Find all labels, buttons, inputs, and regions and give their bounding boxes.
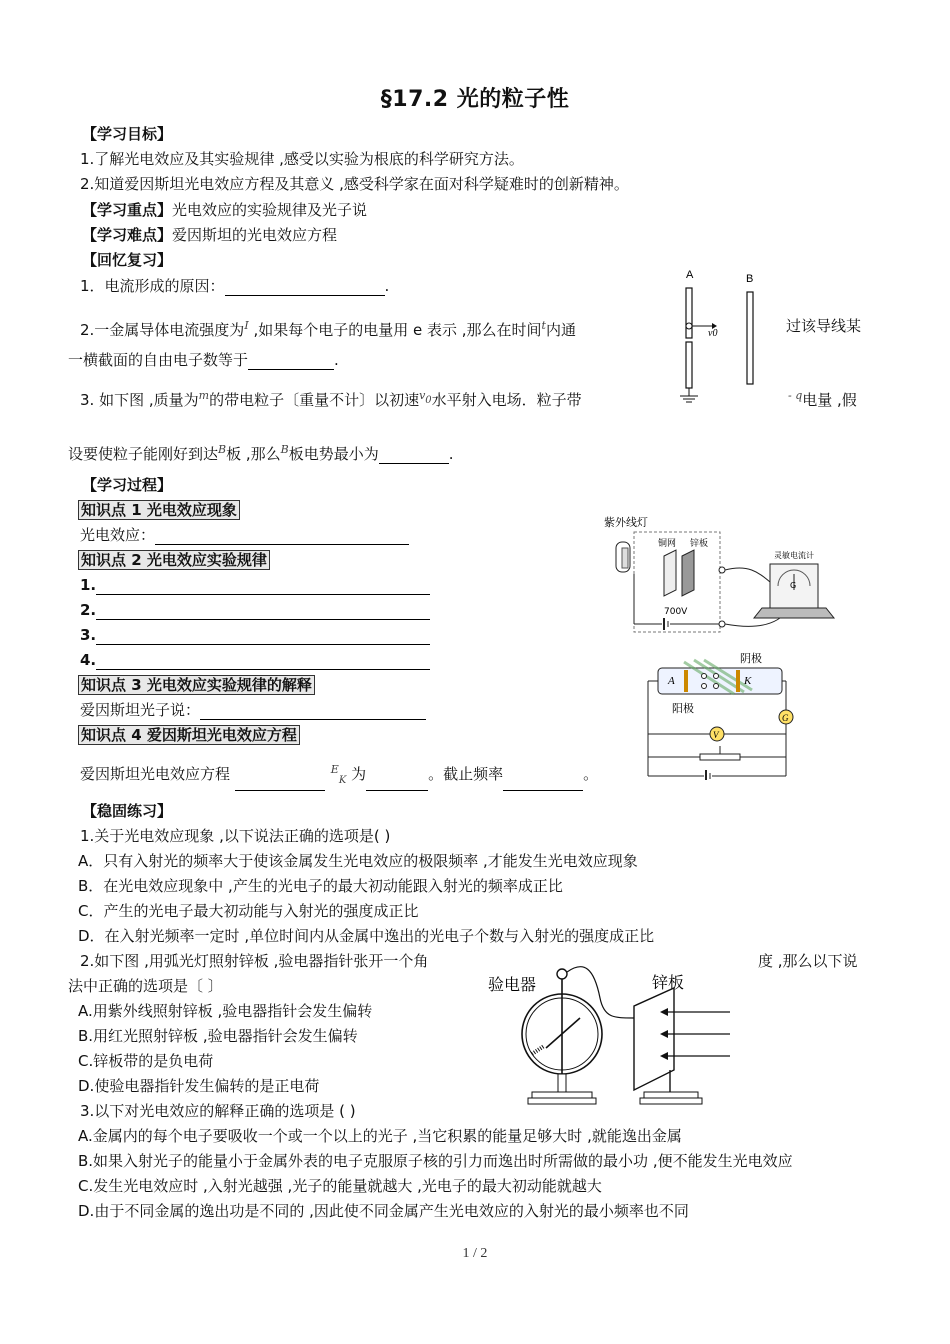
electron [702,684,707,689]
punct: 。 [583,765,599,783]
review-q2-text: ,如果每个电子的电量用 e 表示 ,那么在时间 [248,321,542,339]
particle [686,323,692,329]
practice-q3-option[interactable]: B.如果入射光子的能量小于金属外表的电子克服原子核的引力而逸出时所需做的最小功 ,便不能发生光电效应 [78,1152,793,1170]
g-symbol: G [782,713,789,723]
review-q2-line2 [68,350,339,370]
page-number: 1 / 2 [462,1246,488,1261]
practice-q3-option[interactable]: A.金属内的每个电子要吸收一个或一个以上的光子 ,当它积累的能量足够大时 ,就能逸出金属 [78,1127,682,1145]
label-k: K [744,675,752,687]
plate-a-upper [686,288,692,338]
var-Ek: E [330,763,339,776]
practice-q1-stem: 1.关于光电效应现象 ,以下说法正确的选项是( ) [80,827,391,845]
answer-blank[interactable] [225,279,385,296]
review-q3-text: 3. 如下图 ,质量为 [80,391,199,409]
electroscope-pointer [546,1018,580,1048]
kp1-label: 光电效应： [80,526,156,544]
difficulty-heading: 【学习难点】 [82,226,173,244]
rule-number: 3. [80,626,97,644]
var-m: m [198,389,210,402]
goals-heading: 【学习目标】 [82,125,173,143]
photoelectric-circuit-diagram [640,650,800,780]
zinc-base [640,1098,702,1104]
kp3-label: 爱因斯坦光子说： [80,701,201,719]
practice-q3-option[interactable]: C.发生光电效应时 ,入射光越强 ,光子的能量就越大 ,光电子的最大初动能就越大 [78,1177,602,1195]
connecting-wire [567,967,634,1018]
var-B: B [280,443,289,456]
kp3-box [78,675,315,695]
electroscope-base [528,1098,596,1104]
phototube [658,668,782,694]
rule-line [80,625,430,645]
practice-q2-option[interactable]: A.用紫外线照射锌板 ,验电器指针会发生偏转 [78,1002,373,1020]
punct: . [384,277,390,295]
answer-blank[interactable] [235,774,325,791]
uv-lamp-tube [622,548,628,568]
practice-q3-option[interactable]: D.由于不同金属的逸出功是不同的 ,因此使不同金属产生光电效应的入射光的最小频率也不同 [78,1202,689,1220]
practice-q2-option[interactable]: C.锌板带的是负电荷 [78,1052,214,1070]
label-b: B [746,273,754,285]
practice-q2-stem-cont: 度 ,那么以下说 [758,952,858,970]
answer-blank[interactable] [96,578,430,595]
zinc-label: 锌板 [652,973,685,992]
goal-item: 1.了解光电效应及其实验规律 ,感受以实验为根底的科学研究方法。 [80,150,524,168]
electroscope-diagram [484,958,744,1116]
uv-lamp-label: 紫外线灯 [604,516,648,529]
process-heading: 【学习过程】 [82,476,173,494]
electron [702,674,707,679]
label-v0: v0 [708,328,718,339]
kp2-title: 知识点 2 光电效应实验规律 [78,550,270,570]
kp1-title: 知识点 1 光电效应现象 [78,500,240,520]
review-heading: 【回忆复习】 [82,251,173,269]
kp1-line [80,525,409,545]
photoelectric-apparatus-diagram [598,512,838,647]
terminal [719,567,725,573]
page-title: §17.2 光的粒子性 [380,87,570,112]
practice-q1-option[interactable]: D．在入射光频率一定时 ,单位时间内从金属中逸出的光电子个数与入射光的强度成正比 [78,927,655,945]
v-symbol: V [713,730,719,740]
copper-mesh-label: 铜网 [658,539,677,549]
review-q3-line2 [68,440,454,464]
practice-q1-option[interactable]: B．在光电效应现象中 ,产生的光电子的最大初动能跟入射光的频率成正比 [78,877,563,895]
zinc-plate-label: 锌板 [690,539,709,549]
kp3-title: 知识点 3 光电效应实验规律的解释 [78,675,315,695]
answer-blank[interactable] [96,628,430,645]
var-v: v [419,389,426,402]
practice-q1-option[interactable]: A．只有入射光的频率大于使该金属发生光电效应的极限频率 ,才能发生光电效应现象 [78,852,638,870]
rule-number: 1. [80,576,97,594]
anode-plate [684,670,688,692]
rule-line [80,650,430,670]
plate-b [747,292,753,384]
var-q: - q [788,389,803,402]
zinc-base [644,1092,698,1098]
plate-diagram [670,266,770,406]
answer-blank[interactable] [96,603,430,620]
terminal [719,621,725,627]
answer-blank[interactable] [379,447,449,464]
label-a: A [686,269,694,281]
answer-blank[interactable] [200,703,426,720]
practice-q2-stem-line2: 法中正确的选项是〔 〕 [68,977,223,995]
focus-line [82,200,367,220]
focus-text: 光电效应的实验规律及光子说 [172,201,368,219]
var-B: B [218,443,227,456]
rule-number: 4. [80,651,97,669]
punct: . [448,445,454,463]
kp4-title: 知识点 4 爱因斯坦光电效应方程 [78,725,300,745]
electroscope-base [532,1092,592,1098]
zinc-plate [682,550,694,596]
var-v-sub: 0 [425,395,432,406]
copper-mesh [664,550,676,596]
answer-blank[interactable] [96,653,430,670]
zinc-plate [634,988,674,1090]
kp1-box [78,500,240,520]
practice-q2-option[interactable]: B.用红光照射锌板 ,验电器指针会发生偏转 [78,1027,358,1045]
rule-number: 2. [80,601,97,619]
review-q2-text: 一横截面的自由电子数等于 [68,351,249,369]
review-q1-text: 1．电流形成的原因： [80,277,225,295]
anode-label: 阳极 [672,702,694,715]
goal-item: 2.知道爱因斯坦光电效应方程及其意义 ,感受科学家在面对科学疑难时的创新精神。 [80,175,629,193]
review-q3-text: 设要使粒子能刚好到达 [68,445,219,463]
practice-q2-option[interactable]: D.使验电器指针发生偏转的是正电荷 [78,1077,320,1095]
difficulty-line [82,225,337,245]
practice-q1-option[interactable]: C．产生的光电子最大初动能与入射光的强度成正比 [78,902,419,920]
review-q3-cont [788,386,857,410]
cathode-label: 阴极 [740,652,762,665]
review-q3-text: 电量 ,假 [802,391,857,409]
review-q3-text: 板电势最小为 [288,445,379,463]
plate-a-lower [686,342,692,388]
review-q2 [80,316,576,340]
var-I: I [244,319,249,332]
practice-q2-stem: 2.如下图 ,用弧光灯照射锌板 ,验电器指针张开一个角 [80,952,429,970]
electroscope-stand [558,1074,566,1092]
kp4-line [80,760,598,791]
kp4-box [78,725,300,745]
rheostat [700,754,740,760]
electroscope-scale [532,1046,544,1054]
practice-q3-stem: 3.以下对光电效应的解释正确的选项是 ( ) [80,1102,356,1120]
punct: . [334,351,339,369]
galvanometer-label: 灵敏电流计 [774,551,814,560]
galvanometer-symbol: G [790,581,797,590]
difficulty-text: 爱因斯坦的光电效应方程 [172,226,338,244]
electroscope-knob [557,969,567,979]
kp4-label: 爱因斯坦光电效应方程 [80,765,235,783]
galvanometer-base [754,608,834,618]
review-q3-text: 的带电粒子〔重量不计〕以初速 [209,391,420,409]
kp4-label: 为 [346,765,367,783]
kp2-box [78,550,270,570]
review-q1 [80,276,389,296]
answer-blank[interactable] [366,774,428,791]
review-q3-text: 板 ,那么 [226,445,281,463]
var-Ek-sub: K [338,775,347,786]
review-q2-text: 2.一金属导体电流强度为 [80,321,245,339]
cathode-plate [736,670,740,692]
electroscope-label: 验电器 [488,975,537,994]
review-q2-cont: 过该导线某 [786,317,862,335]
answer-blank[interactable] [155,528,409,545]
kp4-label: 。截止频率 [428,765,504,783]
answer-blank[interactable] [503,774,583,791]
rule-line [80,600,430,620]
voltage-label: 700V [664,607,688,617]
var-t: t [541,319,546,332]
kp3-line [80,700,426,720]
focus-heading: 【学习重点】 [82,201,173,219]
electron [714,684,719,689]
label-a: A [668,675,675,687]
review-q2-text: 内通 [545,321,576,339]
practice-heading: 【稳固练习】 [82,802,173,820]
review-q3 [80,386,582,411]
review-q3-text: 水平射入电场．粒子带 [431,391,582,409]
answer-blank[interactable] [248,353,334,370]
wire [725,568,770,582]
rule-line [80,575,430,595]
electron [714,674,719,679]
